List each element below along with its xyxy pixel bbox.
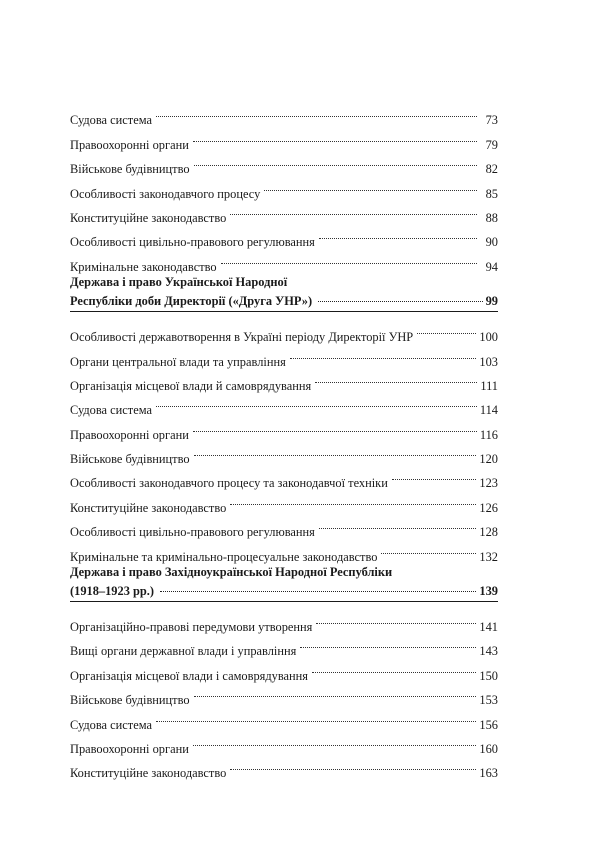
toc-entry-title: Військове будівництво bbox=[70, 452, 190, 467]
dot-leader bbox=[392, 463, 477, 487]
section-heading-line2-row bbox=[70, 580, 498, 602]
dot-leader bbox=[194, 439, 477, 463]
dot-leader bbox=[160, 580, 476, 595]
section-heading-line2: Республіки доби Директорії («Друга УНР») bbox=[70, 293, 313, 308]
toc-entry-page: 94 bbox=[485, 259, 498, 274]
toc-entry-title: Організація місцевої влади й самоврядування bbox=[70, 378, 312, 393]
toc-entry-page: 120 bbox=[479, 452, 498, 467]
toc-entry-page: 153 bbox=[479, 693, 498, 708]
toc-entry-page: 90 bbox=[485, 235, 498, 250]
section-heading-page: 139 bbox=[479, 583, 498, 598]
toc-entry-title: Кримінальне та кримінально-процесуальне законодавство bbox=[70, 549, 378, 564]
dot-leader bbox=[319, 222, 477, 246]
section-heading-page: 99 bbox=[485, 293, 498, 308]
toc-entry-page: 100 bbox=[479, 330, 498, 345]
toc-entry-page: 128 bbox=[479, 525, 498, 540]
toc-entry-title: Правоохоронні органи bbox=[70, 741, 189, 756]
toc-entry-page: 103 bbox=[479, 354, 498, 369]
dot-leader bbox=[319, 512, 477, 536]
dot-leader bbox=[156, 390, 477, 414]
toc-group-2 bbox=[70, 317, 498, 564]
toc-group-1 bbox=[70, 100, 498, 274]
toc-entry-title: Судова система bbox=[70, 717, 152, 732]
toc-entry-title: Судова система bbox=[70, 113, 152, 128]
dot-leader bbox=[381, 536, 476, 560]
toc-entry-title: Правоохоронні органи bbox=[70, 427, 189, 442]
toc-entry-page: 73 bbox=[485, 113, 498, 128]
toc-entry-title: Кримінальне законодавство bbox=[70, 259, 217, 274]
dot-leader bbox=[318, 290, 483, 305]
dot-leader bbox=[264, 173, 477, 197]
toc-entry-title: Правоохоронні органи bbox=[70, 137, 189, 152]
toc-entry-page: 150 bbox=[479, 668, 498, 683]
toc-entry-title: Особливості цивільно-правового регулювання bbox=[70, 235, 315, 250]
dot-leader bbox=[194, 680, 477, 704]
toc-entry-title: Особливості цивільно-правового регулювання bbox=[70, 525, 315, 540]
dot-leader bbox=[156, 100, 477, 124]
toc-entry-title: Конституційне законодавство bbox=[70, 766, 227, 781]
toc-entry-page: 143 bbox=[479, 644, 498, 659]
toc-entry-title: Конституційне законодавство bbox=[70, 210, 227, 225]
toc-entry-page: 160 bbox=[479, 741, 498, 756]
toc-entry-page: 116 bbox=[479, 427, 498, 442]
toc-entry[interactable] bbox=[70, 100, 498, 128]
toc-entry-page: 111 bbox=[480, 378, 498, 393]
dot-leader bbox=[290, 341, 477, 365]
toc-entry-page: 123 bbox=[479, 476, 498, 491]
dot-leader bbox=[312, 655, 476, 679]
dot-leader bbox=[193, 414, 477, 438]
dot-leader bbox=[221, 246, 477, 270]
dot-leader bbox=[193, 124, 477, 148]
dot-leader bbox=[300, 631, 476, 655]
toc-entry[interactable] bbox=[70, 607, 498, 635]
section-heading-line1: Держава і право Української Народної bbox=[70, 274, 288, 289]
toc-entry-title: Військове будівництво bbox=[70, 693, 190, 708]
toc-entry-title: Особливості законодавчого процесу та законодавчої техніки bbox=[70, 476, 388, 491]
dot-leader bbox=[194, 149, 477, 173]
toc-entry-title: Військове будівництво bbox=[70, 162, 190, 177]
toc-entry-page: 82 bbox=[485, 162, 498, 177]
toc-entry-page: 163 bbox=[479, 766, 498, 781]
toc-entry-page: 156 bbox=[479, 717, 498, 732]
toc-entry-title: Судова система bbox=[70, 403, 152, 418]
dot-leader bbox=[230, 487, 476, 511]
dot-leader bbox=[230, 198, 477, 222]
toc-entry-title: Організаційно-правові передумови утворення bbox=[70, 620, 313, 635]
toc-section-heading[interactable] bbox=[70, 271, 498, 317]
toc-entry-title: Організація місцевої влади і самоврядування bbox=[70, 668, 308, 683]
toc-entry-page: 132 bbox=[479, 549, 498, 564]
table-of-contents bbox=[70, 100, 498, 781]
section-heading-line2-row bbox=[70, 290, 498, 312]
dot-leader bbox=[315, 366, 477, 390]
toc-group-3 bbox=[70, 607, 498, 781]
toc-entry[interactable] bbox=[70, 317, 498, 345]
toc-entry-page: 141 bbox=[479, 620, 498, 635]
dot-leader bbox=[156, 704, 476, 728]
toc-entry-page: 79 bbox=[485, 137, 498, 152]
toc-entry-page: 114 bbox=[479, 403, 498, 418]
toc-entry-page: 126 bbox=[479, 500, 498, 515]
toc-entry-title: Вищі органи державної влади і управління bbox=[70, 644, 297, 659]
dot-leader bbox=[417, 317, 476, 341]
toc-entry-title: Особливості законодавчого процесу bbox=[70, 186, 261, 201]
toc-entry-page: 88 bbox=[485, 210, 498, 225]
dot-leader bbox=[193, 729, 477, 753]
dot-leader bbox=[230, 753, 476, 777]
toc-section-heading[interactable] bbox=[70, 561, 498, 607]
toc-entry-page: 85 bbox=[485, 186, 498, 201]
toc-entry-title: Особливості державотворення в Україні періоду Директорії УНР bbox=[70, 330, 414, 345]
section-heading-line2: (1918–1923 рр.) bbox=[70, 583, 154, 598]
toc-entry-title: Органи центральної влади та управління bbox=[70, 354, 286, 369]
toc-entry-title: Конституційне законодавство bbox=[70, 500, 227, 515]
dot-leader bbox=[316, 607, 476, 631]
section-heading-line1: Держава і право Західноукраїнської Народної Республіки bbox=[70, 564, 393, 579]
